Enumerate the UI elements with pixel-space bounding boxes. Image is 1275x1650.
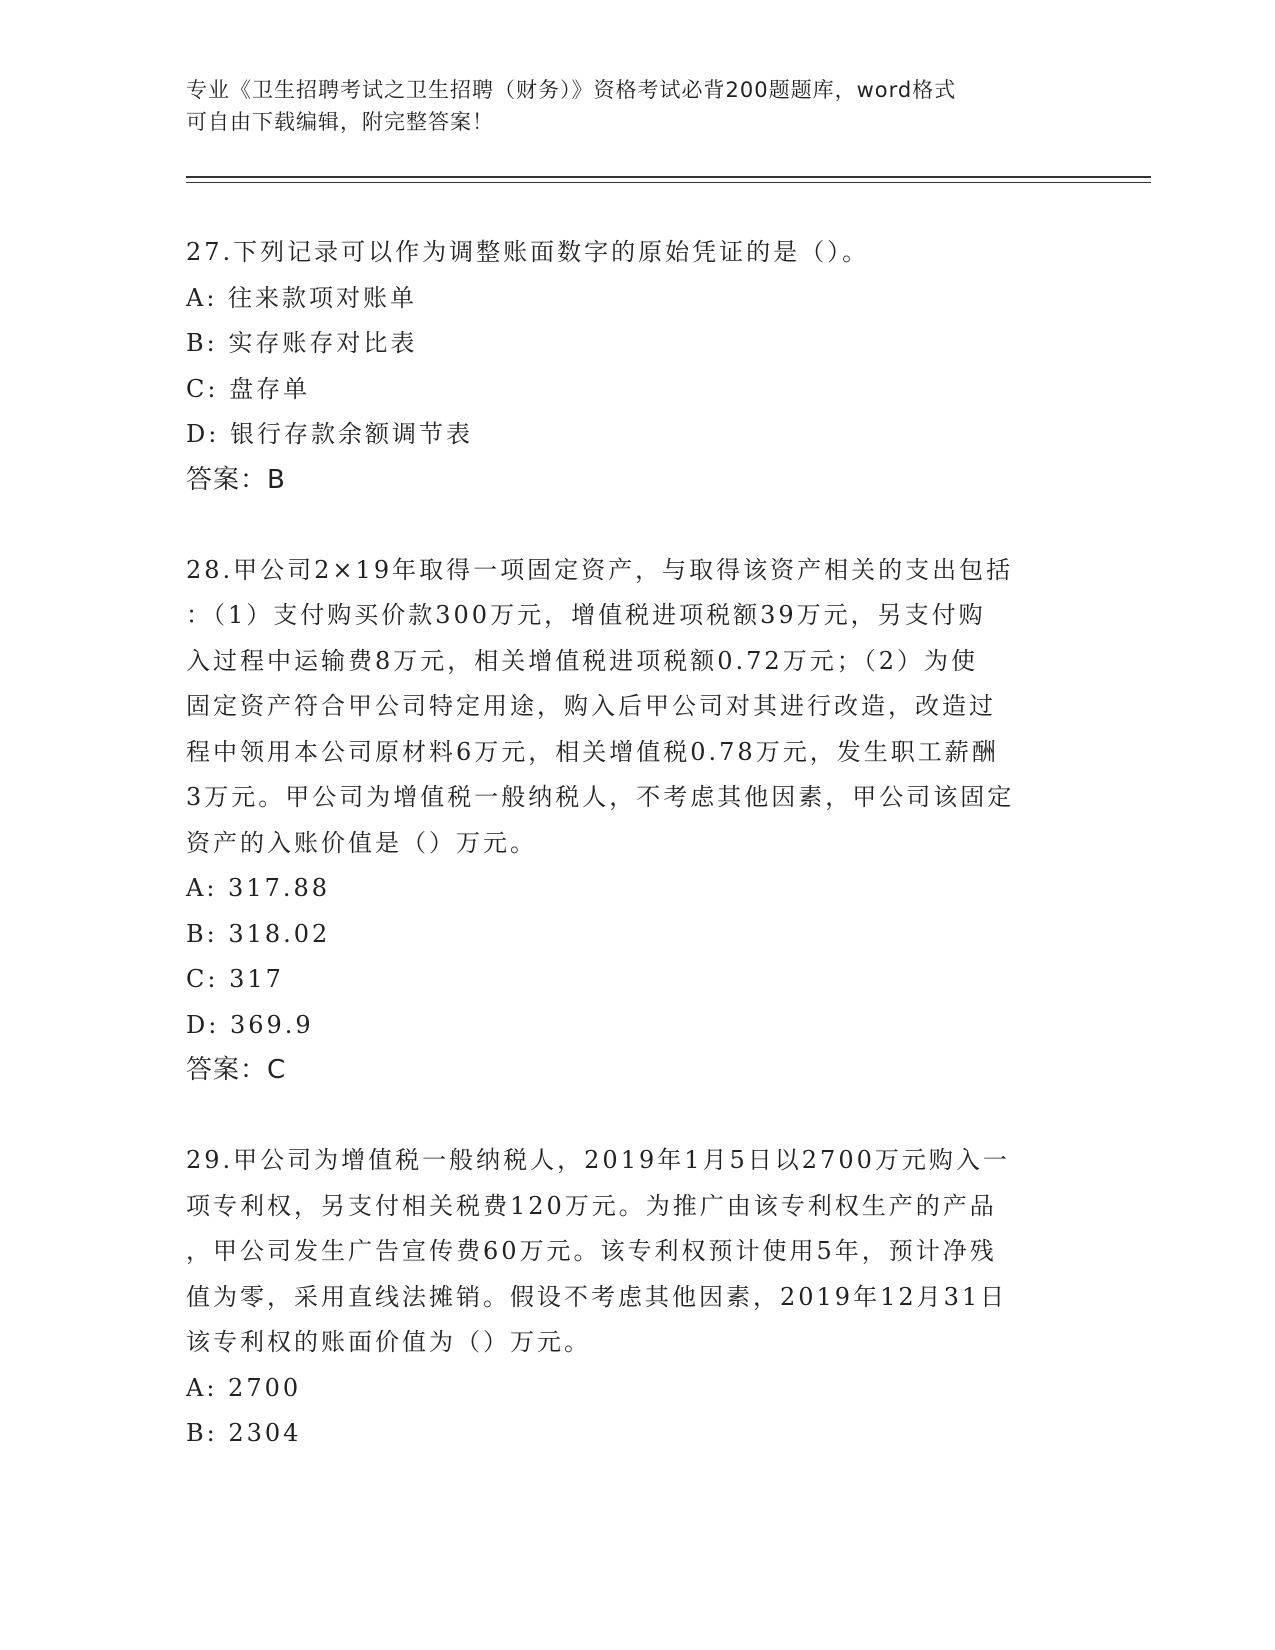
question-29	[186, 1138, 1086, 1457]
question-stem-line: 29.甲公司为增值税一般纳税人，2019年1月5日以2700万元购入一	[186, 1146, 1010, 1174]
question-stem-line: 固定资产符合甲公司特定用途，购入后甲公司对其进行改造，改造过	[186, 692, 996, 720]
answer-text: 答案：C	[186, 1055, 287, 1085]
header-divider-thin	[186, 182, 1151, 183]
option-d: D: 369.9	[186, 1010, 314, 1039]
option-b: B: 2304	[186, 1419, 302, 1447]
question-stem-line: 项专利权，另支付相关税费120万元。为推广由该专利权生产的产品	[186, 1191, 997, 1220]
question-stem-line: 资产的入账价值是（）万元。	[186, 828, 537, 857]
question-27	[186, 230, 1086, 503]
question-stem-line: 该专利权的账面价值为（）万元。	[186, 1328, 591, 1356]
question-stem-line: 入过程中运输费8万元，相关增值税进项税额0.72万元；（2）为使	[186, 646, 978, 675]
option-b: B: 318.02	[186, 919, 331, 948]
question-stem-line: 程中领用本公司原材料6万元，相关增值税0.78万元，发生职工薪酬	[186, 737, 999, 766]
question-list	[186, 230, 1086, 1502]
question-stem-line: ：（1）支付购买价款300万元，增值税进项税额39万元，另支付购	[186, 601, 986, 629]
option-a: A: 2700	[186, 1373, 302, 1402]
header-line-2: 可自由下载编辑，附完整答案！	[186, 110, 494, 134]
option-c: C: 317	[186, 965, 284, 993]
question-stem-line: 3万元。甲公司为增值税一般纳税人，不考虑其他因素，甲公司该固定	[186, 783, 1015, 811]
document-header	[186, 74, 1066, 138]
option-b: B: 实存账存对比表	[186, 329, 418, 357]
header-line-1: 专业《卫生招聘考试之卫生招聘（财务）》资格考试必背200题题库，word格式	[186, 78, 957, 102]
option-a: A: 317.88	[186, 874, 331, 902]
option-d: D: 银行存款余额调节表	[186, 420, 473, 448]
question-stem-line: 值为零，采用直线法摊销。假设不考虑其他因素，2019年12月31日	[186, 1282, 1008, 1311]
question-stem-line: 27.下列记录可以作为调整账面数字的原始凭证的是（）。	[186, 238, 870, 266]
question-28	[186, 548, 1086, 1094]
question-stem-line: ，甲公司发生广告宣传费60万元。该专利权预计使用5年，预计净残	[186, 1237, 997, 1265]
answer-text: 答案：B	[186, 464, 286, 495]
option-c: C: 盘存单	[186, 374, 311, 403]
header-divider-thick	[186, 176, 1151, 178]
option-a: A: 往来款项对账单	[186, 283, 418, 312]
question-stem-line: 28.甲公司2×19年取得一项固定资产，与取得该资产相关的支出包括	[186, 555, 1014, 584]
